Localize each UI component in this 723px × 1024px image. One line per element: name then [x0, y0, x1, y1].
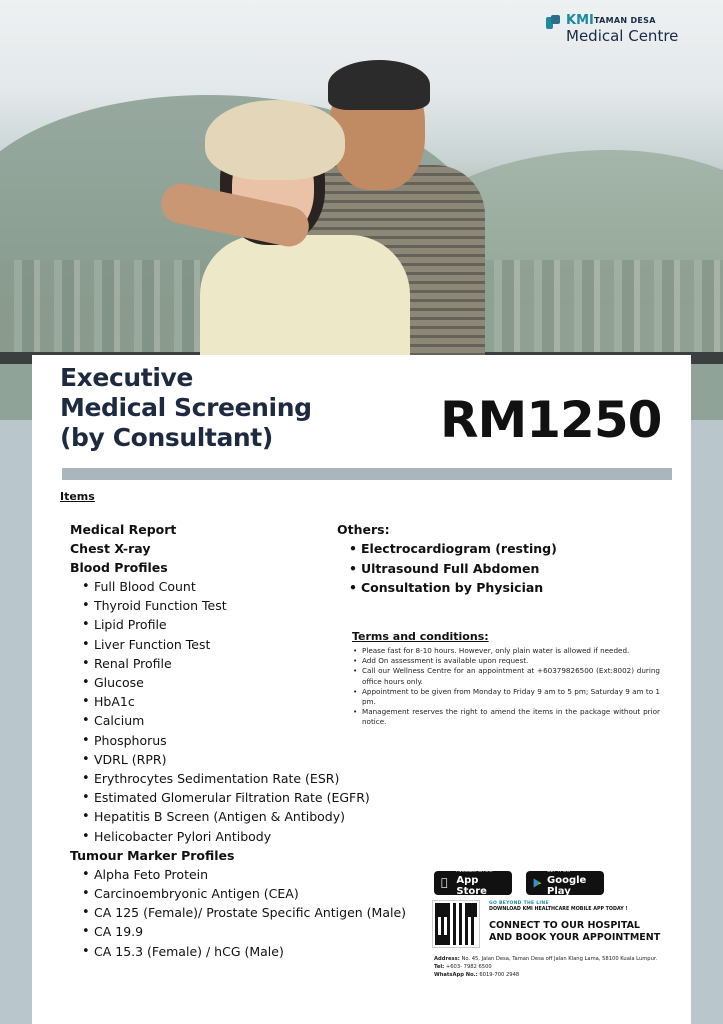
- list-item: • Carcinoembryonic Antigen (CEA): [84, 884, 406, 903]
- tumour-marker-list: [70, 865, 406, 961]
- terms-item: • Please fast for 8-10 hours. However, only plain water is allowed if needed.: [352, 646, 660, 656]
- list-item: • Lipid Profile: [84, 615, 406, 634]
- google-play-small: GET IT ON: [547, 869, 570, 874]
- package-card: [32, 355, 691, 1024]
- list-item: • Hepatitis B Screen (Antigen & Antibody): [84, 807, 406, 826]
- whatsapp-line: [434, 972, 674, 980]
- list-item: • CA 19.9: [84, 922, 406, 941]
- terms-item: • Add On assessment is available upon request.: [352, 656, 660, 666]
- app-store-small: Available on the: [456, 869, 493, 874]
- man-hair: [328, 60, 430, 110]
- heading-others: Others:: [337, 522, 390, 537]
- google-play-text: [547, 869, 597, 897]
- connect-text: [489, 920, 689, 944]
- address-line: [434, 956, 674, 964]
- kmi-logo: [546, 13, 706, 45]
- app-download-text: DOWNLOAD KMI HEALTHCARE MOBILE APP TODAY !: [489, 907, 628, 912]
- list-item: • CA 15.3 (Female) / hCG (Male): [84, 942, 406, 961]
- address-label: Address:: [434, 956, 460, 962]
- terms-item: • Management reserves the right to amend the items in the package without prior notice.: [352, 707, 660, 727]
- terms-item: • Call our Wellness Centre for an appointment at +60379826500 (Ext:8002) during office hours only.: [352, 666, 660, 686]
- list-item: • CA 125 (Female)/ Prostate Specific Antigen (Male): [84, 903, 406, 922]
- terms-and-conditions: [352, 630, 660, 728]
- list-item: • Ultrasound Full Abdomen: [349, 559, 557, 579]
- list-item: • Electrocardiogram (resting): [349, 539, 557, 559]
- list-item: • VDRL (RPR): [84, 750, 406, 769]
- list-item: • Consultation by Physician: [349, 578, 557, 598]
- list-item: • Phosphorus: [84, 731, 406, 750]
- app-store-text: [456, 869, 505, 897]
- app-store-big: App Store: [456, 875, 487, 897]
- app-tagline: GO BEYOND THE LINE: [489, 901, 549, 906]
- connect-line: CONNECT TO OUR HOSPITAL: [489, 920, 640, 931]
- list-item: • Renal Profile: [84, 654, 406, 673]
- list-item: • Glucose: [84, 673, 406, 692]
- package-price: RM1250: [440, 391, 662, 449]
- others-column: [337, 520, 557, 598]
- qr-code[interactable]: [433, 901, 479, 947]
- list-item: • Helicobacter Pylori Antibody: [84, 827, 406, 846]
- contact-block: [434, 956, 674, 979]
- woman-hat: [205, 100, 345, 180]
- apple-icon: [441, 877, 451, 889]
- list-item: • Liver Function Test: [84, 635, 406, 654]
- list-item: • Full Blood Count: [84, 577, 406, 596]
- logo-name: Medical Centre: [566, 27, 679, 45]
- google-play-icon: [533, 877, 542, 889]
- others-list: [337, 539, 557, 598]
- logo-location: TAMAN DESA: [594, 16, 656, 25]
- list-item: • Alpha Feto Protein: [84, 865, 406, 884]
- google-play-button[interactable]: [526, 871, 604, 895]
- tel-number: +603- 7982 6500: [445, 963, 492, 970]
- list-item: • Calcium: [84, 711, 406, 730]
- list-item: • Erythrocytes Sedimentation Rate (ESR): [84, 769, 406, 788]
- heading-chest-xray: Chest X-ray: [70, 541, 151, 556]
- kmi-logo-icon: [546, 15, 562, 31]
- app-promo-text: [489, 901, 689, 944]
- list-item: • Estimated Glomerular Filtration Rate (EGFR): [84, 788, 406, 807]
- whatsapp-label: WhatsApp No.:: [434, 971, 478, 978]
- heading-medical-report: Medical Report: [70, 522, 177, 537]
- address-text: No. 45, Jalan Desa, Taman Desa off Jalan Klang Lama, 58100 Kuala Lumpur.: [461, 956, 658, 962]
- title-line: Executive: [60, 363, 193, 392]
- list-item: • HbA1c: [84, 692, 406, 711]
- whatsapp-number: 6019-700 2948: [479, 971, 520, 978]
- heading-blood-profiles: Blood Profiles: [70, 560, 168, 575]
- terms-list: [352, 646, 660, 728]
- tel-label: Tel:: [434, 963, 445, 970]
- title-line: Medical Screening: [60, 393, 312, 422]
- connect-line: AND BOOK YOUR APPOINTMENT: [489, 932, 661, 943]
- woman-figure: [200, 235, 410, 365]
- title-line: (by Consultant): [60, 423, 273, 452]
- list-item: • Thyroid Function Test: [84, 596, 406, 615]
- logo-brand: KMI: [566, 13, 594, 28]
- terms-item: • Appointment to be given from Monday to Friday 9 am to 5 pm; Saturday 9 am to 1 pm.: [352, 687, 660, 707]
- divider-bar: [62, 468, 672, 480]
- heading-tumour-marker: Tumour Marker Profiles: [70, 847, 235, 863]
- google-play-big: Google Play: [547, 875, 587, 897]
- items-label: Items: [60, 490, 95, 503]
- terms-title: Terms and conditions:: [352, 630, 489, 643]
- tel-line: [434, 964, 674, 972]
- package-title: [60, 363, 312, 453]
- app-store-button[interactable]: [434, 871, 512, 895]
